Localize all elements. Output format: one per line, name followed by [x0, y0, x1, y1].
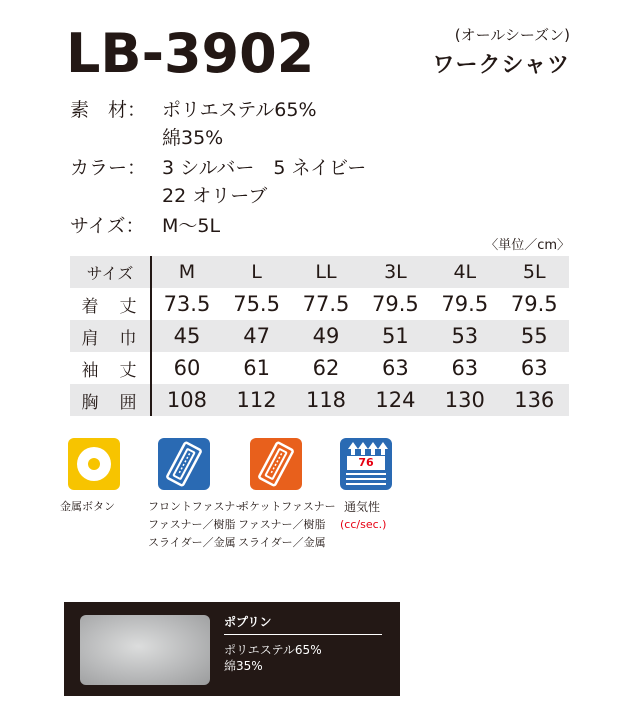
- size-range: M〜5L: [162, 215, 221, 237]
- size-col-header: LL: [315, 261, 337, 283]
- table-header-row: [70, 256, 569, 288]
- row-label: 袖 丈: [70, 352, 151, 384]
- table-cell: 49: [312, 324, 340, 348]
- table-cell: 79.5: [441, 292, 489, 316]
- pocket-zipper-label-3: スライダー／金属: [238, 536, 326, 549]
- table-cell: 55: [520, 324, 548, 348]
- row-label: 着 丈: [70, 288, 151, 320]
- table-cell: 79.5: [372, 292, 419, 316]
- season-label: (オールシーズン): [454, 26, 570, 44]
- table-cell: 63: [520, 356, 548, 380]
- table-cell: 124: [375, 388, 416, 412]
- fabric-divider: [224, 634, 382, 635]
- table-cell: 79.5: [510, 292, 558, 316]
- table-cell: 136: [514, 388, 555, 412]
- table-cell: 61: [243, 356, 270, 380]
- front-zipper-icon: [158, 438, 210, 490]
- table-cell: 77.5: [302, 292, 350, 316]
- table-cell: 73.5: [163, 292, 211, 316]
- table-row: [70, 352, 569, 384]
- table-header-label: サイズ: [70, 256, 151, 288]
- material-line-2: 綿35%: [162, 127, 224, 149]
- table-cell: 75.5: [233, 292, 280, 316]
- fabric-panel: [64, 602, 400, 696]
- unit-label: 〈単位／cm〉: [485, 238, 570, 253]
- fabric-name: ポプリン: [224, 615, 272, 629]
- front-zipper-label-3: スライダー／金属: [148, 536, 236, 549]
- product-name: ワークシャツ: [432, 53, 570, 78]
- table-cell: 51: [382, 324, 409, 348]
- size-table: [70, 256, 570, 416]
- air-label-2: (cc/sec.): [340, 518, 387, 531]
- fabric-composition: [224, 642, 322, 674]
- pocket-zipper-icon: [250, 438, 302, 490]
- color-label: カラー：: [70, 157, 147, 179]
- row-label: 肩 巾: [70, 320, 151, 352]
- table-cell: 60: [173, 356, 201, 380]
- color-line-1: 3 シルバー 5 ネイビー: [162, 157, 367, 179]
- fabric-swatch: [80, 615, 210, 685]
- air-label-1: 通気性: [344, 500, 381, 514]
- model-number: LB-3902: [66, 22, 315, 85]
- pocket-zipper-label-1: ポケットファスナー: [238, 500, 336, 513]
- color-line-2: 22 オリーブ: [162, 185, 268, 207]
- front-zipper-label-2: ファスナー／樹脂: [148, 518, 236, 531]
- table-cell: 118: [305, 388, 347, 412]
- air-permeability-value: 76: [358, 456, 374, 469]
- metal-button-icon: [68, 438, 120, 490]
- size-label: サイズ：: [70, 215, 145, 237]
- fabric-composition-line: ポリエステル65%: [224, 643, 322, 657]
- material-label: 素 材：: [70, 99, 147, 121]
- table-cell: 62: [312, 356, 340, 380]
- table-cell: 108: [166, 388, 207, 412]
- size-col-header: 5L: [522, 261, 546, 283]
- table-row: [70, 288, 569, 320]
- fabric-composition-line: 綿35%: [224, 659, 263, 673]
- material-line-1: ポリエステル65%: [162, 99, 317, 121]
- size-col-header: L: [251, 261, 262, 283]
- table-cell: 45: [173, 324, 201, 348]
- size-col-header: 3L: [384, 261, 407, 283]
- table-cell: 112: [236, 388, 277, 412]
- table-cell: 53: [451, 324, 479, 348]
- table-row: [70, 384, 569, 416]
- table-cell: 63: [382, 356, 409, 380]
- row-label: 胸 囲: [70, 384, 151, 416]
- button-label: 金属ボタン: [60, 500, 115, 513]
- front-zipper-label-1: フロントファスナー: [148, 500, 247, 513]
- table-row: [70, 320, 569, 352]
- pocket-zipper-label-2: ファスナー／樹脂: [238, 518, 326, 531]
- table-cell: 130: [444, 388, 485, 412]
- table-cell: 63: [451, 356, 479, 380]
- table-cell: 47: [243, 324, 270, 348]
- air-permeability-icon: [340, 438, 392, 490]
- size-col-header: 4L: [453, 261, 477, 283]
- size-col-header: M: [178, 261, 196, 283]
